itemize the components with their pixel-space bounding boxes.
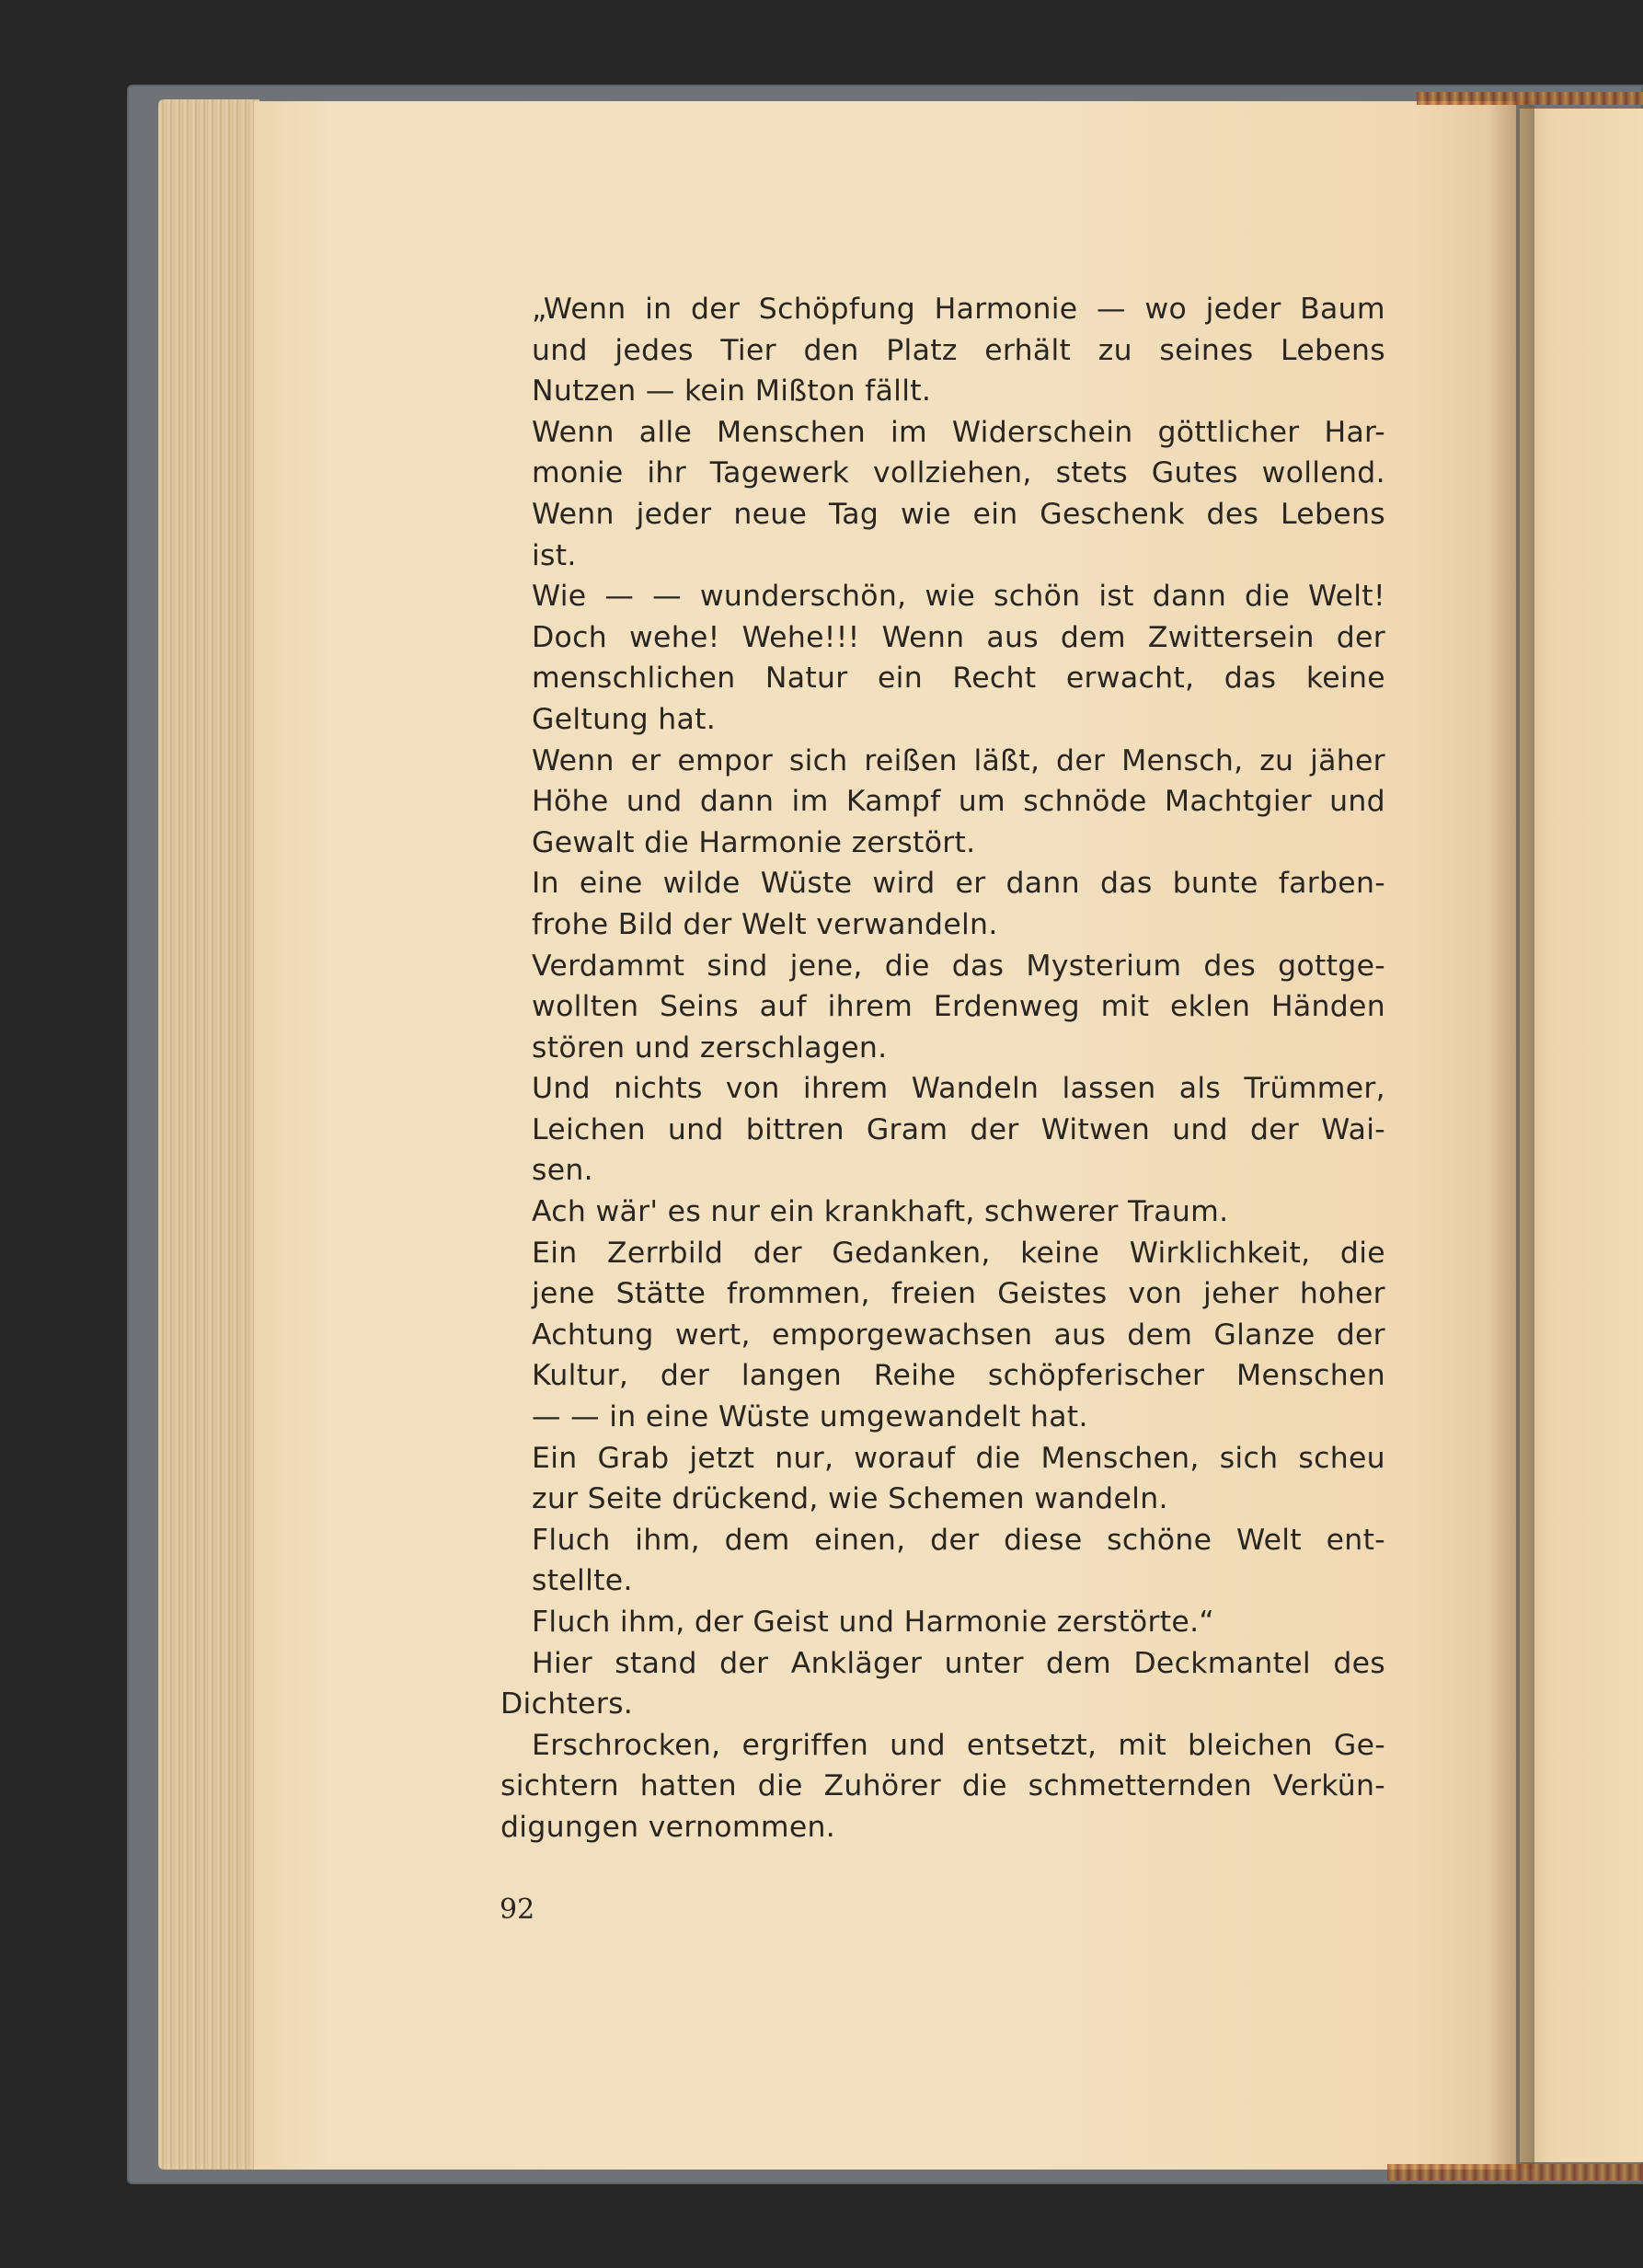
text-line: sichtern hatten die Zuhörer die schmetternden Verkün- [500,1769,1385,1803]
page-number: 92 [500,1894,535,1926]
text-line: digungen vernommen. [500,1810,836,1844]
text-line: und jedes Tier den Platz erhält zu seines Lebens [532,333,1385,367]
text-line: monie ihr Tagewerk vollziehen, stets Gutes wollend. [532,456,1385,490]
text-line: Wie — — wunderschön, wie schön ist dann die Welt! [532,580,1385,614]
text-line: wollten Seins auf ihrem Erdenweg mit eklen Händen [532,990,1385,1024]
text-line: Höhe und dann im Kampf um schnöde Machtgier und [532,785,1385,819]
text-line: jene Stätte frommen, freien Geistes von jeher hoher [532,1277,1385,1311]
text-line: Wenn jeder neue Tag wie ein Geschenk des Lebens [532,497,1385,531]
text-line: Und nichts von ihrem Wandeln lassen als Trümmer, [532,1072,1385,1106]
text-line: Ein Grab jetzt nur, worauf die Menschen, sich scheu [532,1441,1385,1475]
headband-bottom [1387,2164,1643,2181]
page-edges [158,99,259,2170]
text-line: Wenn alle Menschen im Widerschein göttlicher Har- [532,415,1385,449]
text-line: Ach wär' es nur ein krankhaft, schwerer Traum. [532,1195,1229,1229]
page-gutter [1488,101,1534,2170]
headband-top [1417,92,1643,105]
text-line: frohe Bild der Welt verwandeln. [532,907,998,941]
text-line: zur Seite drückend, wie Schemen wandeln. [532,1482,1168,1516]
text-line: Verdammt sind jene, die das Mysterium des gottge- [532,949,1385,983]
text-line: stellte. [532,1564,633,1598]
text-line: Achtung wert, emporgewachsen aus dem Glanze der [532,1318,1385,1352]
page-text [500,289,1385,1848]
text-line: Wenn er empor sich reißen läßt, der Mensch, zu jäher [532,743,1385,777]
text-line: Hier stand der Ankläger unter dem Deckmantel des [532,1646,1385,1680]
text-line: „Wenn in der Schöpfung Harmonie — wo jeder Baum [532,293,1385,326]
text-line: Gewalt die Harmonie zerstört. [532,825,976,859]
text-line: — — in eine Wüste umgewandelt hat. [532,1400,1088,1434]
text-line: Dichters. [500,1687,634,1721]
text-line: sen. [532,1154,593,1188]
text-line: Erschrocken, ergriffen und entsetzt, mit bleichen Ge- [532,1728,1385,1762]
text-line: menschlichen Natur ein Recht erwacht, das keine [532,662,1385,696]
text-line: Geltung hat. [532,702,717,736]
text-line: Fluch ihm, der Geist und Harmonie zerstörte.“ [532,1606,1215,1639]
text-line: Nutzen — kein Mißton fällt. [532,374,932,409]
text-line: ist. [532,538,577,572]
text-line: stören und zerschlagen. [532,1030,888,1065]
text-line: In eine wilde Wüste wird er dann das bunte farben- [532,867,1385,901]
facing-page [1520,109,1643,2162]
text-line: Ein Zerrbild der Gedanken, keine Wirklichkeit, die [532,1236,1385,1270]
text-line: Leichen und bittren Gram der Witwen und der Wai- [532,1112,1385,1146]
text-line: Fluch ihm, dem einen, der diese schöne Welt ent- [532,1523,1385,1557]
text-line: Doch wehe! Wehe!!! Wenn aus dem Zwittersein der [532,620,1385,654]
text-line: Kultur, der langen Reihe schöpferischer Menschen [532,1359,1385,1393]
